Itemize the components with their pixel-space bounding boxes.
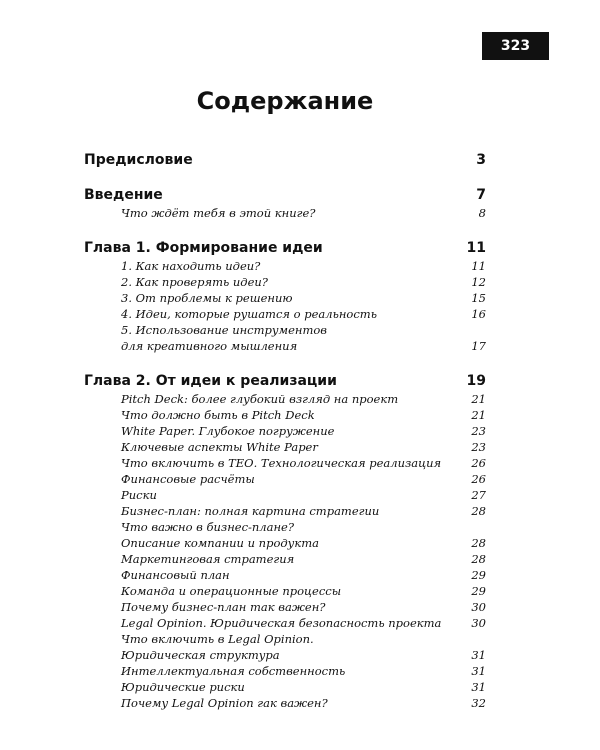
toc-entry[interactable]: [84, 599, 486, 615]
toc-entry-page: 31: [471, 664, 486, 678]
toc-entry-page: 26: [471, 456, 486, 470]
toc-entry-title: Что включить в Legal Opinion.: [121, 632, 314, 646]
toc-entry[interactable]: [84, 322, 486, 338]
toc-entry[interactable]: [84, 519, 486, 535]
toc-entry-title: Почему Legal Opinion гак важен?: [121, 696, 328, 710]
toc-heading-page: 19: [466, 373, 486, 389]
toc-entry-title: Финансовый план: [121, 568, 230, 582]
toc-entry-title: Pitch Deck: более глубокий взгляд на проект: [121, 392, 399, 406]
toc-entry-page: 23: [471, 440, 486, 454]
toc-entry[interactable]: [84, 503, 486, 519]
toc-entry-page: 8: [478, 206, 486, 220]
toc-entry-title: Описание компании и продукта: [121, 536, 319, 550]
toc-heading-title: Глава 1. Формирование идеи: [84, 240, 323, 256]
toc-entry[interactable]: [84, 338, 486, 354]
toc-entry-title: Риски: [121, 488, 157, 502]
toc-entry-page: 21: [471, 408, 486, 422]
toc-entry-title: Почему бизнес-план так важен?: [121, 600, 326, 614]
toc-entry-title: Ключевые аспекты White Paper: [121, 440, 318, 454]
toc-entry[interactable]: [84, 535, 486, 551]
toc-entry-title: 5. Использование инструментов: [121, 323, 327, 337]
toc-entry[interactable]: [84, 551, 486, 567]
toc-entry-page: 16: [471, 307, 486, 321]
toc-section: [84, 238, 486, 354]
toc-entry-title: Что включить в ТЕО. Технологическая реализация: [121, 456, 442, 470]
toc-entry-title: для креативного мышления: [121, 339, 298, 353]
toc-entry[interactable]: [84, 471, 486, 487]
toc-entry-page: 12: [471, 275, 486, 289]
toc-entry-page: 29: [471, 568, 486, 582]
toc-entry[interactable]: [84, 695, 486, 711]
toc-entry[interactable]: [84, 647, 486, 663]
toc-entry-page: 26: [471, 472, 486, 486]
toc-entry[interactable]: [84, 439, 486, 455]
toc-entry[interactable]: [84, 487, 486, 503]
page-title: Содержание: [196, 87, 374, 115]
toc-entry[interactable]: [84, 679, 486, 695]
toc-entry-title: Бизнес-план: полная картина стратегии: [121, 504, 380, 518]
toc-entry-title: 3. От проблемы к решению: [121, 291, 293, 305]
toc-entry-page: 28: [471, 504, 486, 518]
toc-entry-page: 23: [471, 424, 486, 438]
toc-entry-page: 11: [471, 259, 486, 273]
toc-heading-title: Предисловие: [84, 152, 193, 168]
toc-entry[interactable]: [84, 567, 486, 583]
toc-entry[interactable]: [84, 274, 486, 290]
toc-entry-title: Команда и операционные процессы: [121, 584, 342, 598]
toc-entry-title: Что ждёт тебя в этой книге?: [121, 206, 316, 220]
toc-entry-title: Legal Opinion. Юридическая безопасность проекта: [121, 616, 442, 630]
toc-entry[interactable]: [84, 290, 486, 306]
toc-entry[interactable]: [84, 615, 486, 631]
toc-heading[interactable]: [84, 150, 486, 170]
toc-heading-page: 7: [476, 187, 486, 203]
toc-entry[interactable]: [84, 423, 486, 439]
toc-entry-title: Юридическая структура: [121, 648, 280, 662]
toc-section: [84, 150, 486, 170]
toc-entry[interactable]: [84, 455, 486, 471]
toc-entry-page: 21: [471, 392, 486, 406]
toc-entry[interactable]: [84, 391, 486, 407]
toc-entry-page: 30: [471, 616, 486, 630]
toc-entry-page: 28: [471, 536, 486, 550]
toc-entry-title: White Paper. Глубокое погружение: [121, 424, 335, 438]
toc-entry-page: 17: [471, 339, 486, 353]
table-of-contents: [84, 150, 486, 728]
toc-entry-title: Маркетинговая стратегия: [121, 552, 295, 566]
toc-entry-title: 2. Как проверять идеи?: [121, 275, 268, 289]
toc-entry[interactable]: [84, 258, 486, 274]
toc-entry-title: Юридические риски: [121, 680, 245, 694]
toc-heading-title: Глава 2. От идеи к реализации: [84, 373, 337, 389]
toc-entry-title: 1. Как находить идеи?: [121, 259, 261, 273]
toc-entry-page: 31: [471, 648, 486, 662]
toc-heading[interactable]: [84, 371, 486, 391]
toc-entry-page: 28: [471, 552, 486, 566]
toc-heading[interactable]: [84, 238, 486, 258]
toc-entry[interactable]: [84, 306, 486, 322]
toc-entry[interactable]: [84, 631, 486, 647]
toc-entry-page: 15: [471, 291, 486, 305]
toc-entry[interactable]: [84, 663, 486, 679]
toc-entry-page: 29: [471, 584, 486, 598]
toc-section: [84, 371, 486, 711]
toc-entry-title: Интеллектуальная собственность: [121, 664, 346, 678]
toc-entry-page: 30: [471, 600, 486, 614]
toc-entry[interactable]: [84, 583, 486, 599]
toc-entry-page: 32: [471, 696, 486, 710]
toc-entry-page: 27: [471, 488, 486, 502]
toc-heading-title: Введение: [84, 187, 163, 203]
toc-entry-title: Что должно быть в Pitch Deck: [121, 408, 315, 422]
toc-entry-title: Финансовые расчёты: [121, 472, 255, 486]
toc-entry-page: 31: [471, 680, 486, 694]
toc-section: [84, 185, 486, 221]
toc-entry[interactable]: [84, 407, 486, 423]
toc-entry-title: Что важно в бизнес-плане?: [121, 520, 295, 534]
toc-entry[interactable]: [84, 205, 486, 221]
page-number-badge: 323: [482, 32, 549, 60]
toc-heading[interactable]: [84, 185, 486, 205]
toc-heading-page: 3: [476, 152, 486, 168]
toc-entry-title: 4. Идеи, которые рушатся о реальность: [121, 307, 377, 321]
toc-heading-page: 11: [466, 240, 486, 256]
